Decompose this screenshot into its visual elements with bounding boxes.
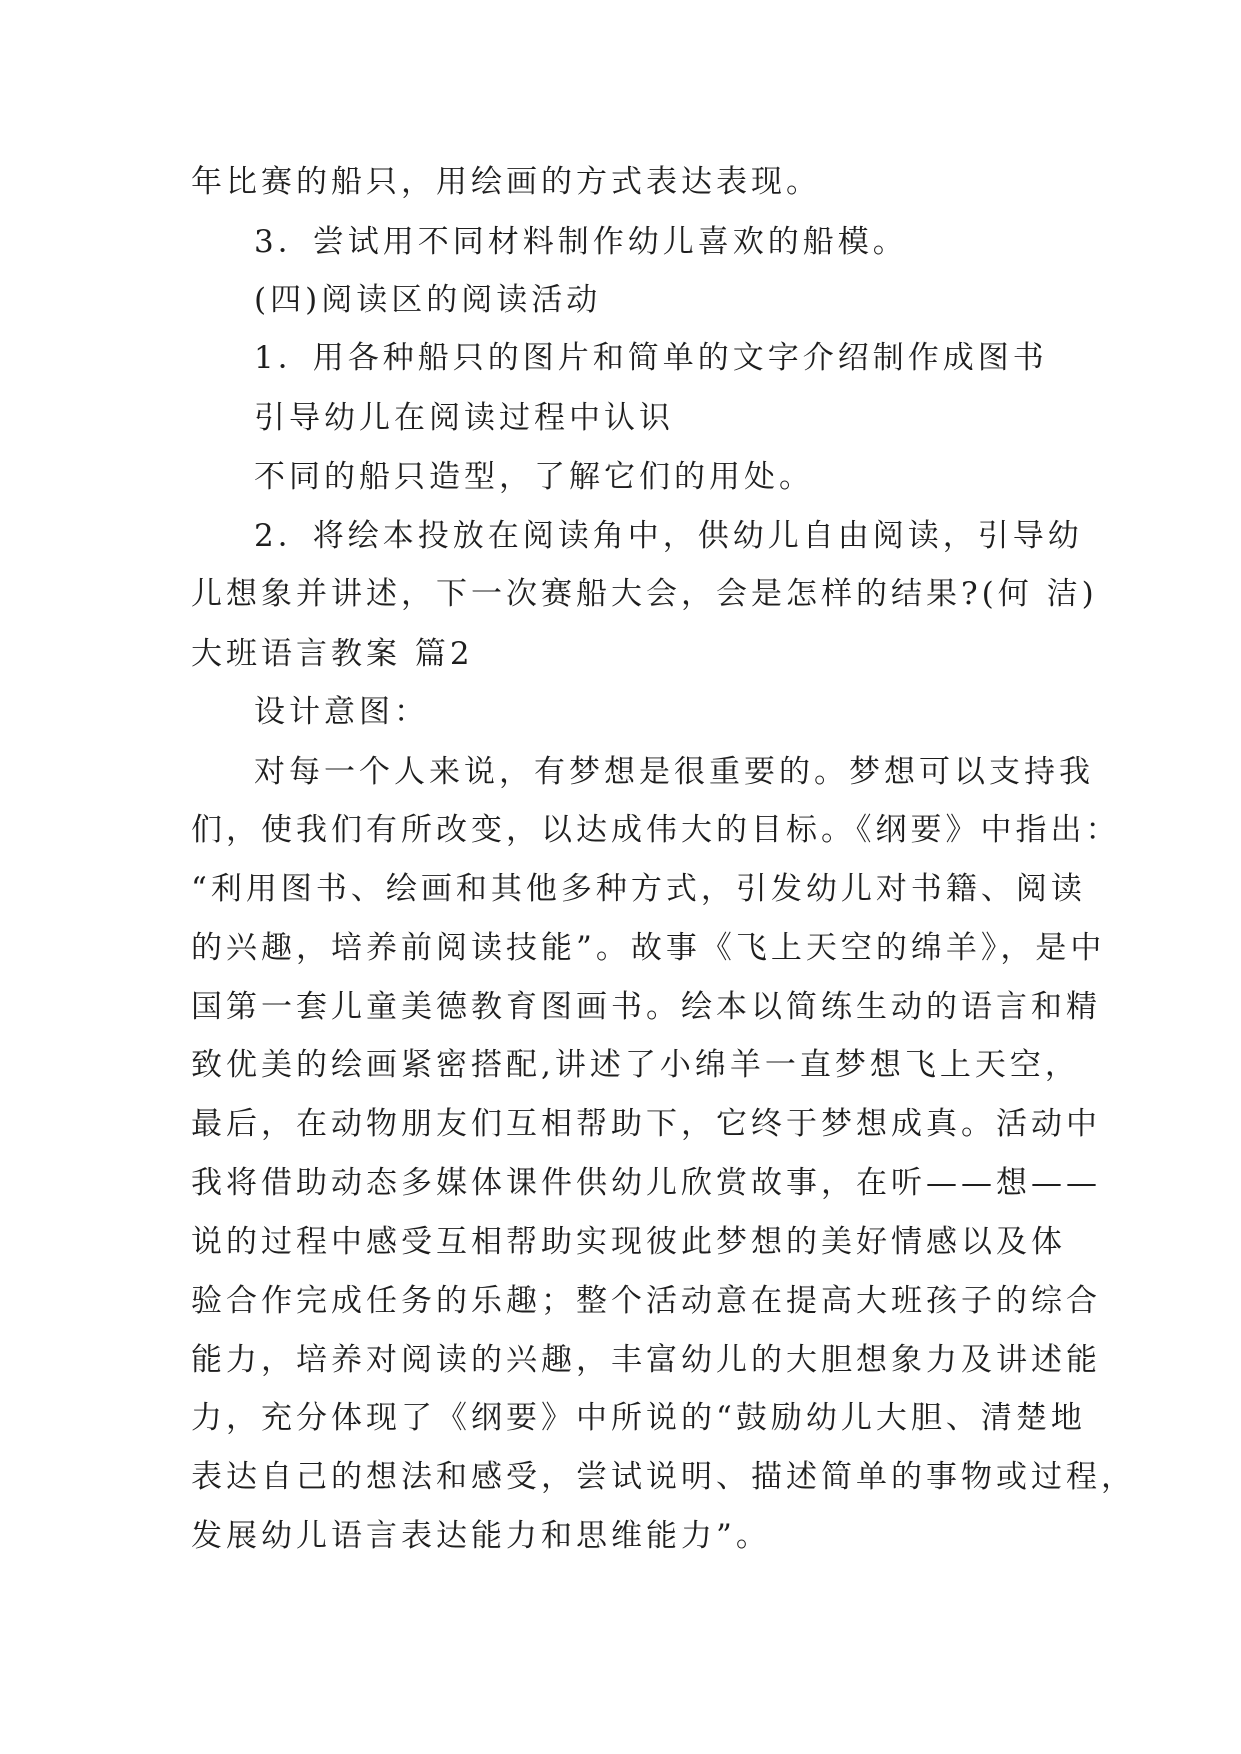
text-line: 年比赛的船只，用绘画的方式表达表现。 [191,164,821,200]
paragraph-line: 们，使我们有所改变，以达成伟大的目标。《纲要》中指出： [191,812,1121,848]
paragraph-line: 发展幼儿语言表达能力和思维能力”。 [191,1518,771,1554]
paragraph-line: 验合作完成任务的乐趣；整个活动意在提高大班孩子的综合 [191,1283,1101,1319]
list-item: 1．用各种船只的图片和简单的文字介绍制作成图书 [254,340,1048,376]
paragraph-line: “利用图书、绘画和其他多种方式，引发幼儿对书籍、阅读 [191,871,1086,907]
paragraph-line: 致优美的绘画紧密搭配,讲述了小绵羊一直梦想飞上天空， [191,1047,1080,1083]
subsection-heading: 设计意图： [254,694,429,730]
paragraph-line: 最后，在动物朋友们互相帮助下，它终于梦想成真。活动中 [191,1106,1101,1142]
section-heading: (四)阅读区的阅读活动 [254,282,602,318]
list-item: 3．尝试用不同材料制作幼儿喜欢的船模。 [254,224,908,260]
paragraph-line: 力，充分体现了《纲要》中所说的“鼓励幼儿大胆、清楚地 [191,1400,1086,1436]
paragraph-line: 说的过程中感受互相帮助实现彼此梦想的美好情感以及体 [191,1224,1066,1260]
paragraph-line: 我将借助动态多媒体课件供幼儿欣赏故事，在听——想—— [191,1165,1101,1201]
paragraph-line: 能力，培养对阅读的兴趣，丰富幼儿的大胆想象力及讲述能 [191,1342,1101,1378]
paragraph-line: 对每一个人来说，有梦想是很重要的。梦想可以支持我 [254,754,1094,790]
section-title: 大班语言教案 篇2 [191,636,474,672]
list-item: 2．将绘本投放在阅读角中，供幼儿自由阅读，引导幼 [254,518,1083,554]
text-line: 儿想象并讲述，下一次赛船大会，会是怎样的结果?(何 洁) [191,576,1098,612]
paragraph-line: 表达自己的想法和感受，尝试说明、描述简单的事物或过程， [191,1459,1136,1495]
paragraph-line: 的兴趣，培养前阅读技能”。故事《飞上天空的绵羊》，是中 [191,930,1106,966]
text-line: 引导幼儿在阅读过程中认识 [254,400,674,436]
paragraph-line: 国第一套儿童美德教育图画书。绘本以简练生动的语言和精 [191,989,1101,1025]
text-line: 不同的船只造型，了解它们的用处。 [254,459,814,495]
